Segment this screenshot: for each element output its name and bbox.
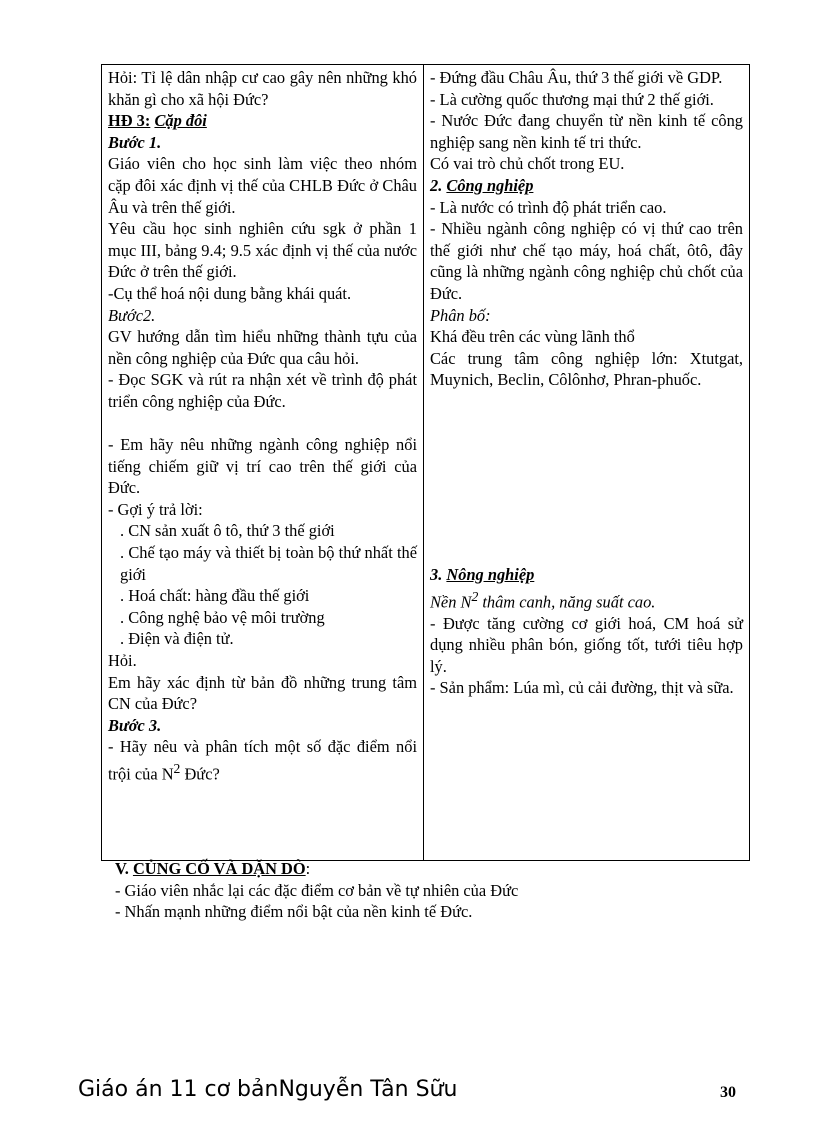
distribution-label: Phân bố: xyxy=(430,305,491,325)
agriculture-subtitle: Nền $N^2$ thâm canh, năng suất cao. xyxy=(430,588,656,611)
summary-item: - Giáo viên nhắc lại các đặc điểm cơ bản về tự nhiên của Đức xyxy=(115,880,519,900)
page-number: 30 xyxy=(720,1084,736,1101)
list-item: . Hoá chất: hàng đầu thế giới xyxy=(120,586,310,606)
list-item: . Điện và điện tử. xyxy=(120,629,234,649)
industry-question: - Em hãy nêu những ngành công nghiệp nổi tiếng chiếm giữ vị trí cao trên thế giới của Đức. xyxy=(108,435,417,498)
industry-sectors: - Nhiều ngành công nghiệp có vị thứ cao trên thế giới như chế tạo máy, hoá chất, ôtô, đây cũng là những ngành công nghiệp chủ chốt của Đức. xyxy=(430,219,743,303)
summary-item: - Nhấn mạnh những điểm nổi bật của nền kinh tế Đức. xyxy=(115,902,473,922)
agriculture-question: - Hãy nêu và phân tích một số đặc điểm nổi trội của $N^2$ Đức? xyxy=(108,737,417,784)
content-column xyxy=(424,65,750,861)
question-label: Hỏi. xyxy=(108,651,137,671)
agriculture-heading: 3. Nông nghiệp xyxy=(430,564,535,584)
activities-column xyxy=(102,65,424,861)
list-item: . Chế tạo máy và thiết bị toàn bộ thứ nhất thế giới xyxy=(120,543,417,584)
blank-line xyxy=(108,413,417,435)
study-requirement: Yêu cầu học sinh nghiên cứu sgk ở phần 1 mục III, bảng 9.4; 9.5 xác định vị thế của nước Đức ở trên thế giới. xyxy=(108,219,417,282)
lesson-table xyxy=(101,64,750,861)
eu-role: Có vai trò chủ chốt trong EU. xyxy=(430,154,625,174)
products: - Sản phẩm: Lúa mì, củ cải đường, thịt và sữa. xyxy=(430,678,734,698)
step-1-heading: Bước 1. xyxy=(108,132,162,152)
step-3-heading: Bước 3. xyxy=(108,715,162,735)
distribution-even: Khá đều trên các vùng lãnh thổ xyxy=(430,327,635,347)
list-item: . Công nghệ bảo vệ môi trường xyxy=(120,607,325,627)
summary-section xyxy=(115,858,755,923)
gdp-rank: - Đứng đầu Châu Âu, thứ 3 thế giới về GDP. xyxy=(430,68,723,87)
pair-work-instruction: Giáo viên cho học sinh làm việc theo nhóm cặp đôi xác định vị thế của CHLB Đức ở Châu Âu và trên thế giới. xyxy=(108,154,417,217)
map-question: Em hãy xác định từ bản đồ những trung tâm CN của Đức? xyxy=(108,672,417,714)
summarize-instruction: -Cụ thể hoá nội dung bằng khái quát. xyxy=(108,283,352,303)
mechanization: - Được tăng cường cơ giới hoá, CM hoá sử dụng nhiều phân bón, giống tốt, tưới tiêu hợp lý. xyxy=(430,613,743,676)
blank-space xyxy=(430,391,743,564)
question-immigration: Hỏi: Tỉ lệ dân nhập cư cao gây nên những khó khăn gì cho xã hội Đức? xyxy=(108,68,417,109)
trade-rank: - Là cường quốc thương mại thứ 2 thế giới. xyxy=(430,89,714,109)
table-row xyxy=(102,65,750,861)
list-item: . CN sản xuất ô tô, thứ 3 thế giới xyxy=(120,521,335,541)
page-footer xyxy=(78,1075,748,1109)
industry-heading: 2. Công nghiệp xyxy=(430,175,534,195)
industry-level: - Là nước có trình độ phát triển cao. xyxy=(430,197,667,217)
read-textbook-task: - Đọc SGK và rút ra nhận xét về trình độ phát triển công nghiệp của Đức. xyxy=(108,370,417,411)
teacher-guidance: GV hướng dẫn tìm hiểu những thành tựu của nền công nghiệp của Đức qua câu hỏi. xyxy=(108,327,417,368)
footer-title: Giáo án 11 cơ bảnNguyễn Tân Sữu xyxy=(78,1077,458,1102)
knowledge-economy: - Nước Đức đang chuyển từ nền kinh tế công nghiệp sang nền kinh tế tri thức. xyxy=(430,111,743,152)
summary-heading: V. CỦNG CỐ VÀ DẶN DÒ: xyxy=(115,859,311,878)
step-2-heading: Bước2. xyxy=(108,305,156,325)
industrial-centers: Các trung tâm công nghiệp lớn: Xtutgat, Muynich, Beclin, Côlônhơ, Phran-phuốc. xyxy=(430,348,743,390)
answer-hint-label: - Gợi ý trả lời: xyxy=(108,499,203,519)
activity-heading: HĐ 3: Cặp đôi xyxy=(108,111,207,131)
